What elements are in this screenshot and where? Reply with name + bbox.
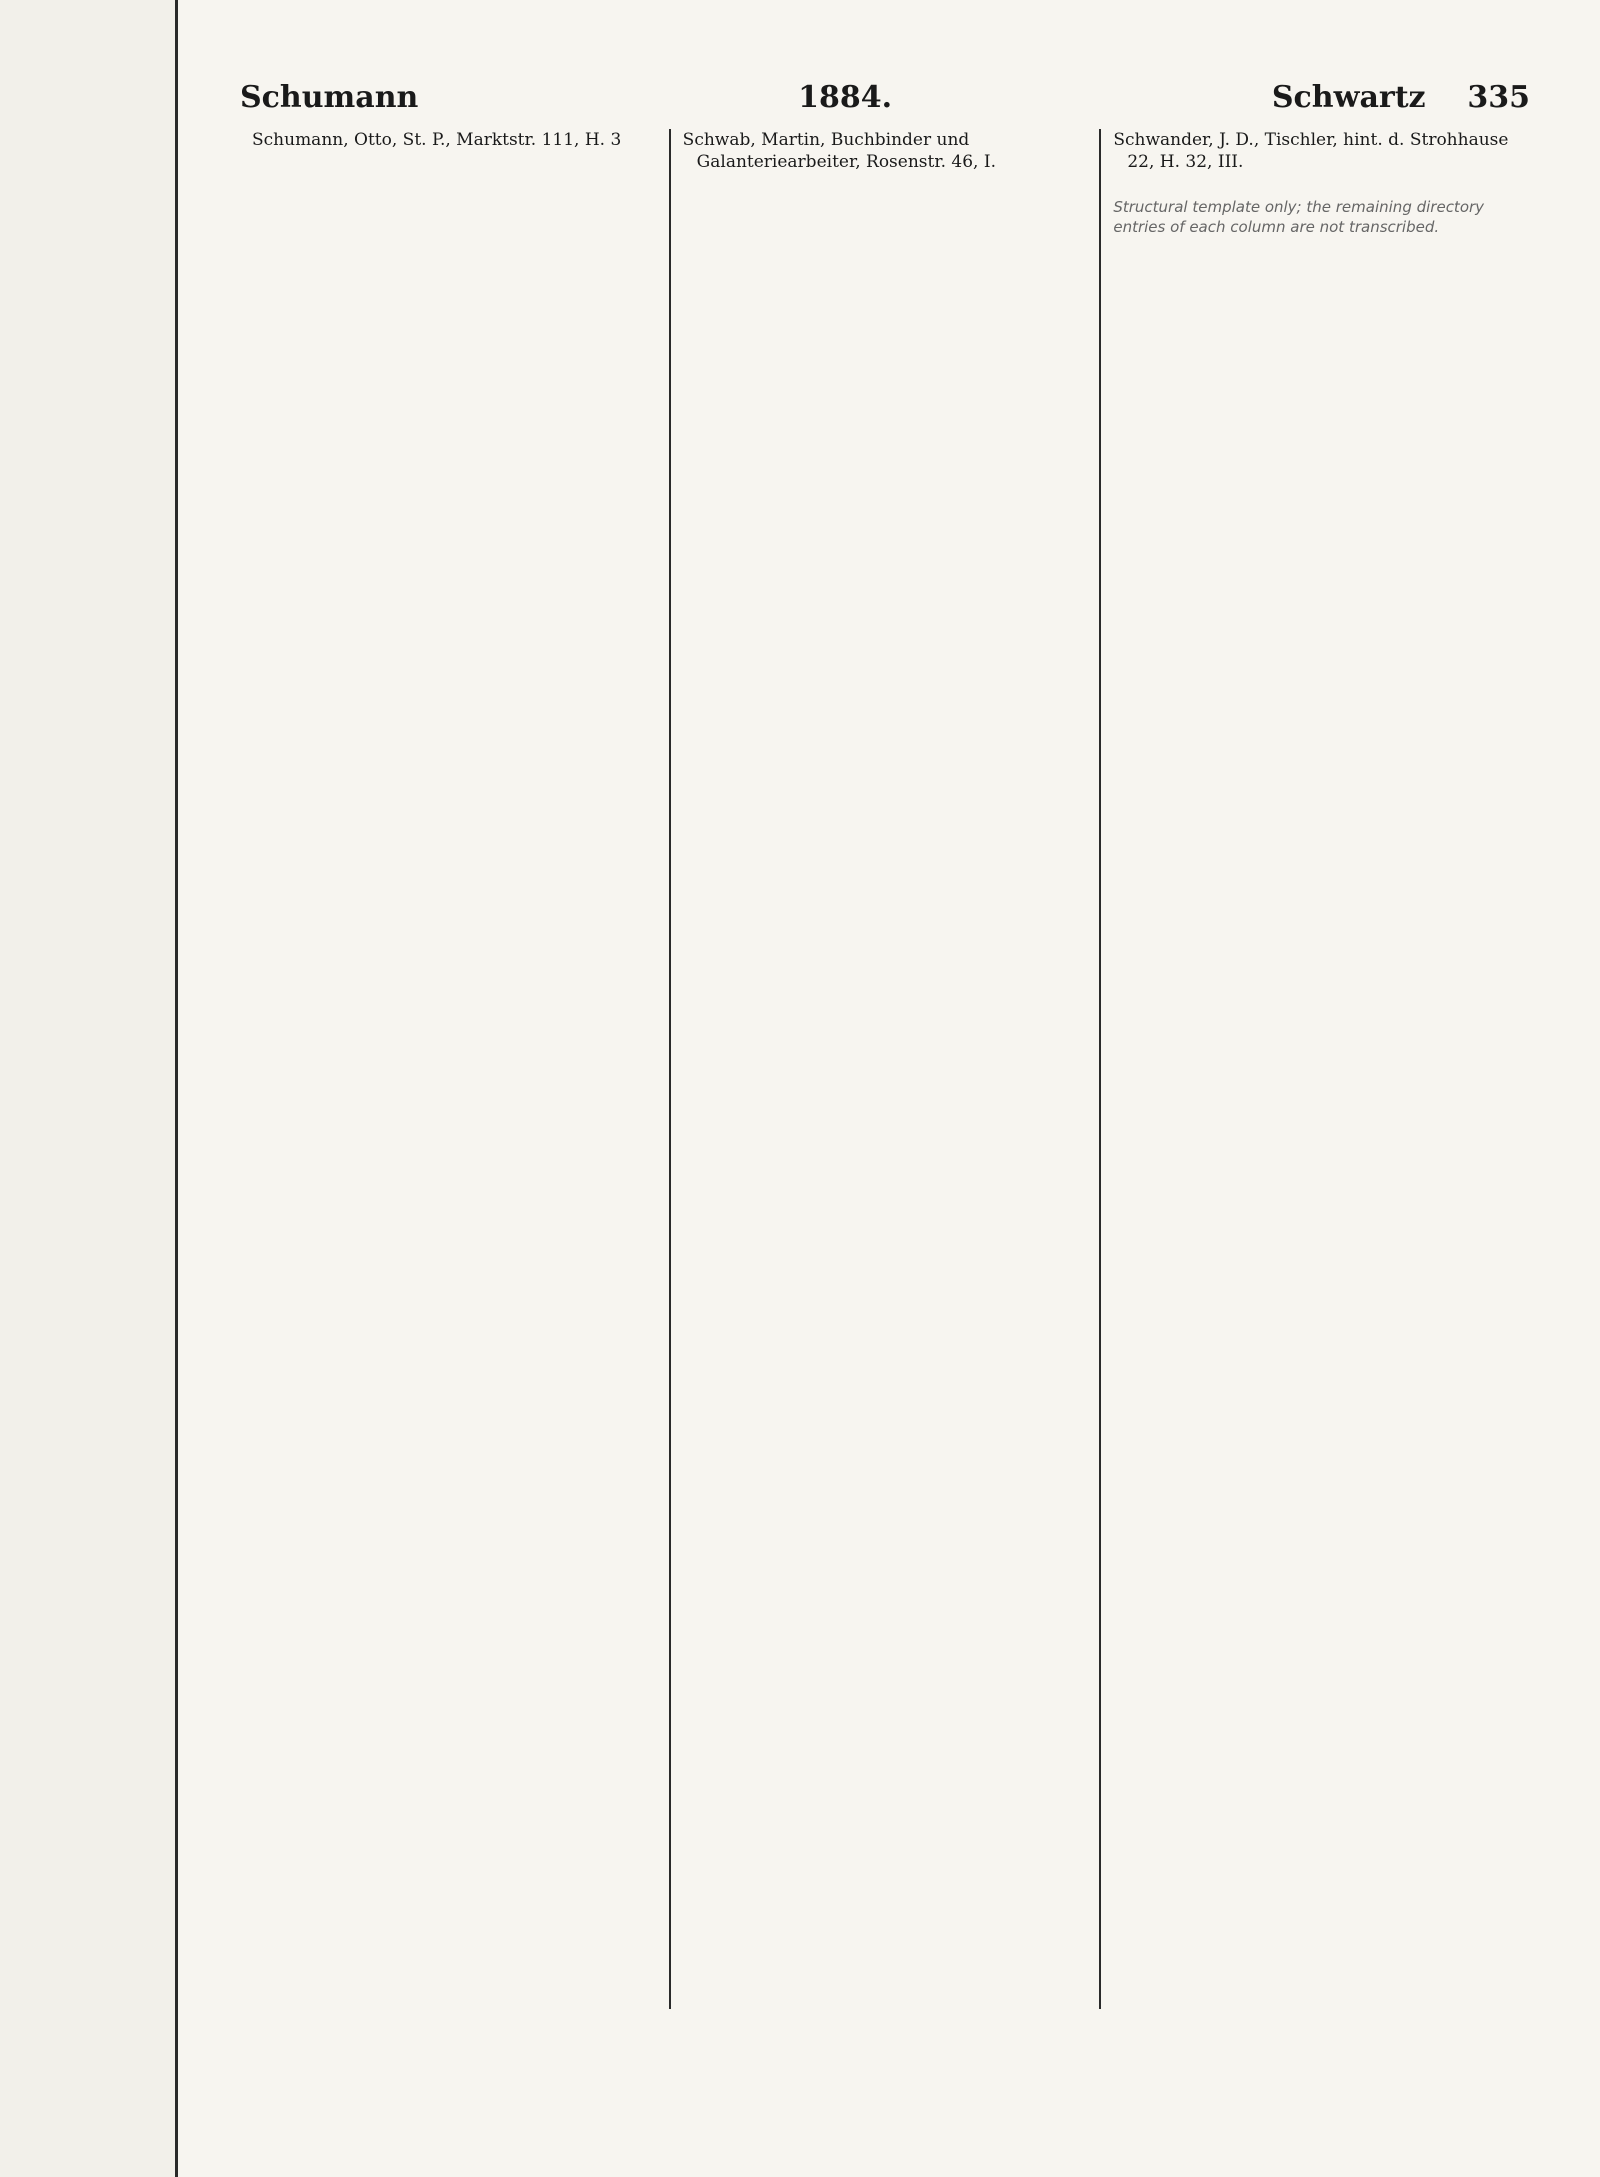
column-1: [240, 129, 671, 2009]
page-number: 335: [1467, 80, 1530, 115]
header-left-keyword: Schumann: [240, 80, 419, 115]
directory-entry: Schwab, Martin, Buchbinder und Galanteriearbeiter, Rosenstr. 46, I.: [682, 130, 996, 173]
running-head: [240, 80, 1530, 115]
header-right-keyword: Schwartz: [1271, 80, 1426, 115]
directory-entry: Schumann, Otto, St. P., Marktstr. 111, H. 3: [252, 130, 622, 150]
directory-page: [240, 80, 1530, 2040]
entry-columns: [240, 129, 1530, 2009]
directory-entry: Schwander, J. D., Tischler, hint. d. Strohhause 22, H. 32, III.: [1113, 130, 1509, 173]
column-2: [671, 129, 1102, 2009]
template-note: Structural template only; the remaining directory entries of each column are not transcribed.: [1113, 197, 1485, 236]
facing-page-edge: [0, 0, 178, 2177]
column-3: [1101, 129, 1530, 2009]
header-year: 1884.: [798, 80, 893, 115]
